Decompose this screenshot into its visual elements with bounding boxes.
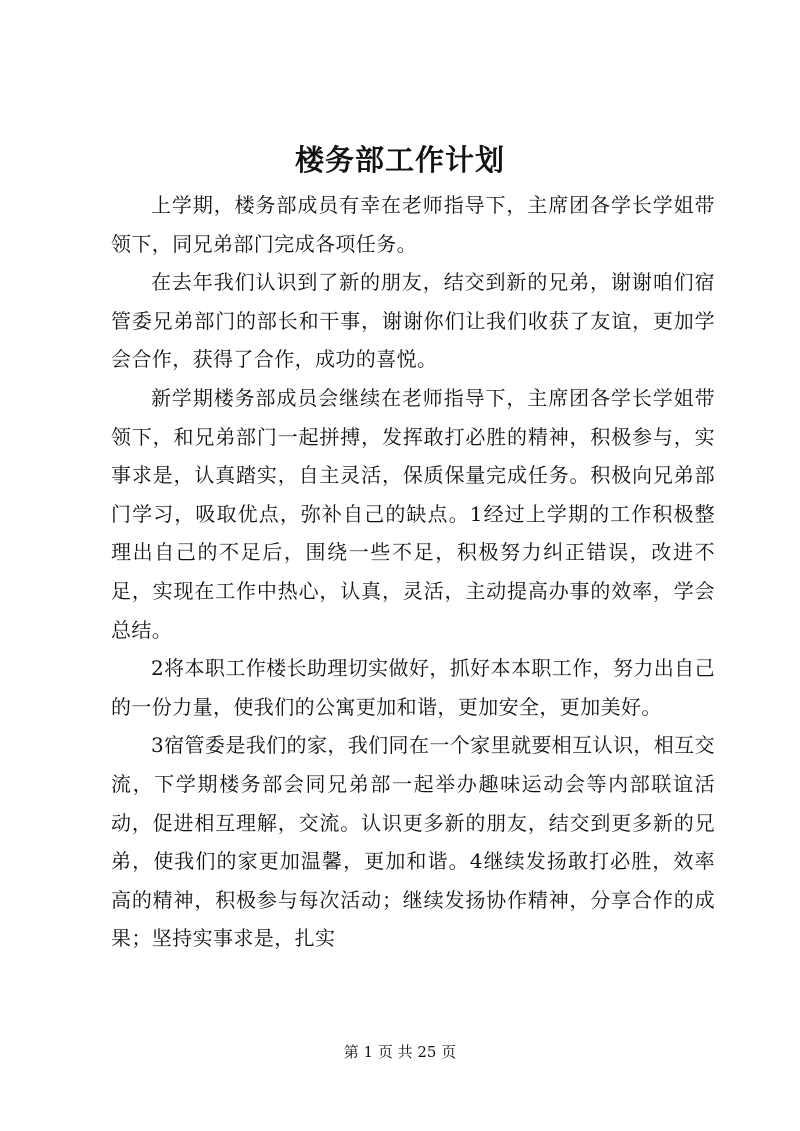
paragraph-2: 在去年我们认识到了新的朋友，结交到新的兄弟，谢谢咱们宿管委兄弟部门的部长和干事，谢谢你们让我们收获了友谊，更加学会合作，获得了合作，成功的喜悦。 (111, 270, 715, 372)
document-title: 楼务部工作计划 (294, 143, 505, 177)
paragraph-4: 2将本职工作楼长助理切实做好，抓好本本职工作，努力出自己的一份力量，使我们的公寓更加和谐，更加安全，更加美好。 (111, 656, 715, 719)
paragraph-5: 3宿管委是我们的家，我们同在一个家里就要相互认识，相互交流，下学期楼务部会同兄弟部一起举办趣味运动会等内部联谊活动，促进相互理解，交流。认识更多新的朋友，结交到更多新的兄弟，使我们的家更加温馨，更加和谐。4继续发扬敢打必胜，效率高的精神，积极参与每次活动；继续发扬协作精神，分享合作的成果；坚持实事求是，扎实 (111, 733, 715, 951)
document-body (111, 186, 715, 958)
page-number-footer: 第 1 页 共 25 页 (343, 1043, 457, 1061)
paragraph-3: 新学期楼务部成员会继续在老师指导下，主席团各学长学姐带领下，和兄弟部门一起拼搏，发挥敢打必胜的精神，积极参与，实事求是，认真踏实，自主灵活，保质保量完成任务。积极向兄弟部门学习，吸取优点，弥补自己的缺点。1经过上学期的工作积极整理出自己的不足后，围绕一些不足，积极努力纠正错误，改进不足，实现在工作中热心，认真，灵活，主动提高办事的效率，学会总结。 (111, 385, 715, 642)
paragraph-1: 上学期，楼务部成员有幸在老师指导下，主席团各学长学姐带领下，同兄弟部门完成各项任务。 (111, 193, 715, 256)
